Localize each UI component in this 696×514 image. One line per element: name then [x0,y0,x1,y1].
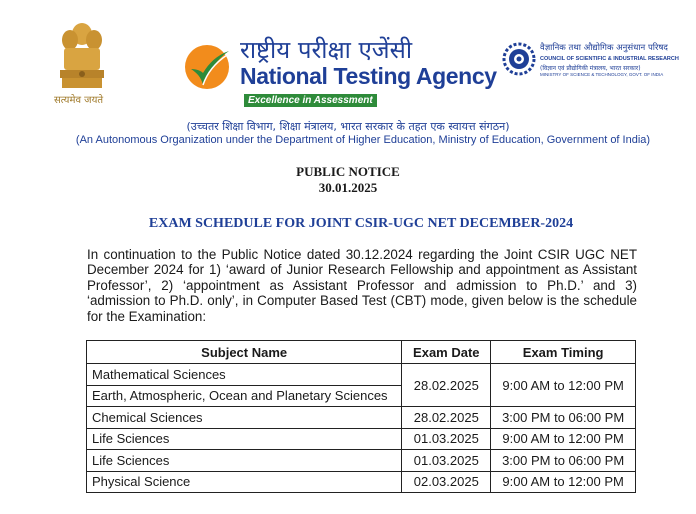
subject-cell: Life Sciences [87,450,402,472]
csir-ministry-hindi: (विज्ञान एवं प्रौद्योगिकी मंत्रालय, भारत सरकार) [540,65,641,72]
table-header-row [87,341,636,364]
notice-body: In continuation to the Public Notice dated 30.12.2024 regarding the Joint CSIR UGC NET December 2024 for 1) ‘award of Junior Research Fellowship and appointment as Assistant Professor’, 2) ‘appointment as Assistant Professor and admission to Ph.D.’ and 3) ‘admission to Ph.D. only’, in Computer Based Test (CBT) mode, given below is the schedule for the Examination: [87,247,637,324]
timing-cell: 3:00 PM to 06:00 PM [491,407,636,429]
timing-cell: 9:00 AM to 12:00 PM [491,428,636,450]
timing-cell: 9:00 AM to 12:00 PM [491,471,636,493]
column-header: Exam Timing [491,341,636,364]
exam-schedule-table [86,340,636,493]
notice-title: PUBLIC NOTICE [296,164,400,179]
emblem-motto: सत्यमेव जयते [54,95,104,106]
csir-ministry-english: MINISTRY OF SCIENCE & TECHNOLOGY, GOVT. OF INDIA [540,72,664,77]
date-cell: 02.03.2025 [402,471,491,493]
date-cell: 01.03.2025 [402,450,491,472]
date-cell: 28.02.2025 [402,407,491,429]
subject-cell: Life Sciences [87,428,402,450]
table-row [87,471,636,493]
date-cell: 28.02.2025 [402,364,491,407]
table-row [87,450,636,472]
csir-name-hindi: वैज्ञानिक तथा औद्योगिक अनुसंधान परिषद [540,43,668,53]
nta-name-english: National Testing Agency [240,63,497,89]
csir-logo-icon [502,42,536,76]
nta-tagline: Excellence in Assessment [244,94,377,107]
timing-cell: 3:00 PM to 06:00 PM [491,450,636,472]
table-row [87,364,636,386]
org-line-english: (An Autonomous Organization under the Department of Higher Education, Ministry of Education, Government of India) [75,134,651,146]
column-header: Exam Date [402,341,491,364]
exam-schedule-heading: EXAM SCHEDULE FOR JOINT CSIR-UGC NET DECEMBER-2024 [148,216,574,231]
date-cell: 01.03.2025 [402,428,491,450]
timing-cell: 9:00 AM to 12:00 PM [491,364,636,407]
notice-date: 30.01.2025 [318,180,378,195]
csir-name-english: COUNCIL OF SCIENTIFIC & INDUSTRIAL RESEARCH [540,56,679,62]
table-row [87,428,636,450]
column-header: Subject Name [87,341,402,364]
nta-name-hindi: राष्ट्रीय परीक्षा एजेंसी [240,36,413,64]
table-row [87,407,636,429]
nta-logo-icon [183,43,231,91]
subject-cell: Earth, Atmospheric, Ocean and Planetary Sciences [87,385,402,407]
subject-cell: Chemical Sciences [87,407,402,429]
subject-cell: Mathematical Sciences [87,364,402,386]
subject-cell: Physical Science [87,471,402,493]
org-line-hindi: (उच्चतर शिक्षा विभाग, शिक्षा मंत्रालय, भारत सरकार के तहत एक स्वायत्त संगठन) [186,120,510,133]
